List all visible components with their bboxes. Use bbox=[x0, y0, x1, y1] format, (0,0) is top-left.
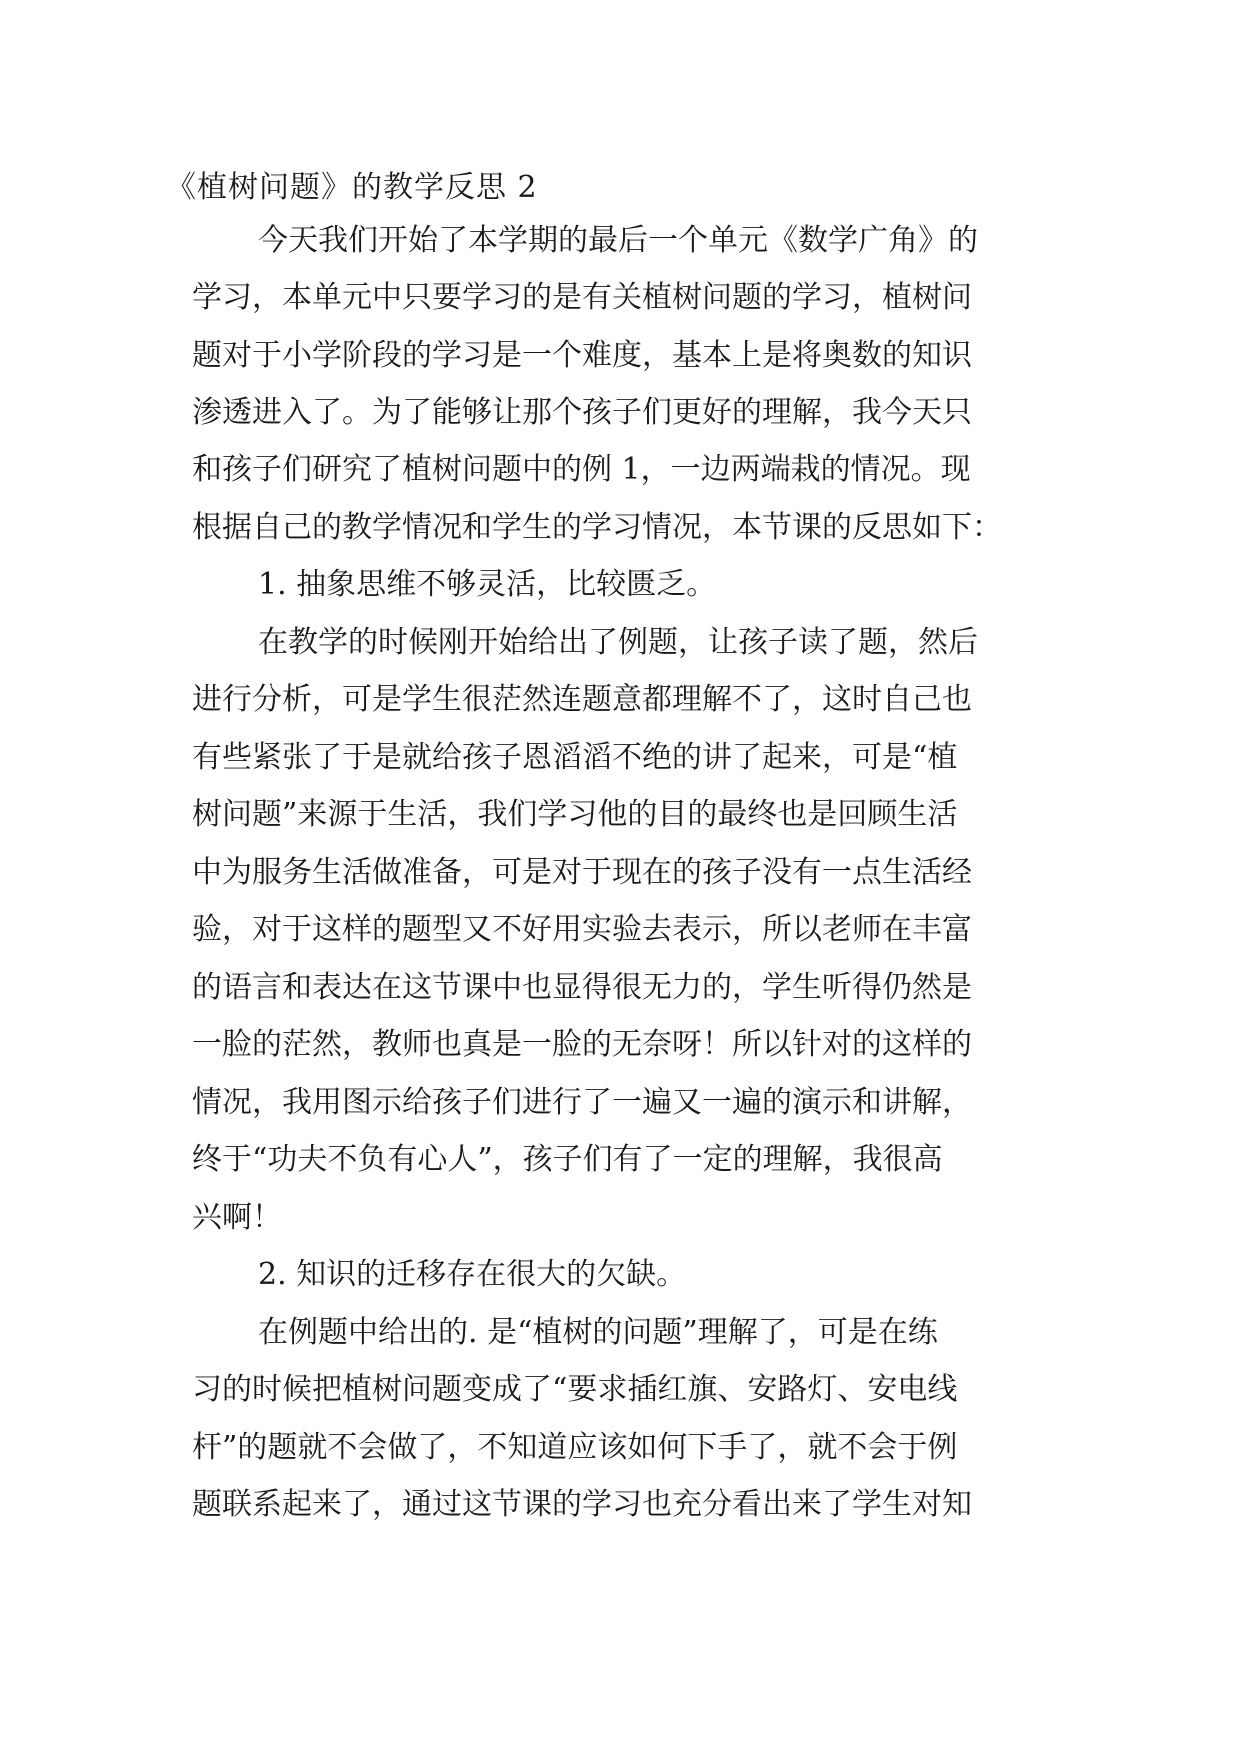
paragraph-line: 习的时候把植树问题变成了“要求插红旗、安路灯、安电线 bbox=[192, 1372, 958, 1407]
paragraph-line: 兴啊！ bbox=[192, 1200, 282, 1235]
paragraph-line: 学习，本单元中只要学习的是有关植树问题的学习，植树问 bbox=[192, 280, 972, 315]
paragraph-line: 情况，我用图示给孩子们进行了一遍又一遍的演示和讲解， bbox=[192, 1085, 972, 1120]
section-heading: 1. 抽象思维不够灵活，比较匮乏。 bbox=[258, 567, 717, 602]
paragraph-line: 渗透进入了。为了能够让那个孩子们更好的理解，我今天只 bbox=[192, 395, 972, 430]
paragraph-line: 和孩子们研究了植树问题中的例 1，一边两端栽的情况。现 bbox=[192, 452, 971, 487]
paragraph-line: 杆”的题就不会做了，不知道应该如何下手了，就不会于例 bbox=[192, 1430, 958, 1465]
document-title: 《植树问题》的教学反思 2 bbox=[166, 170, 538, 205]
paragraph-line: 的语言和表达在这节课中也显得很无力的，学生听得仍然是 bbox=[192, 970, 972, 1005]
paragraph-line: 终于“功夫不负有心人”，孩子们有了一定的理解，我很高 bbox=[192, 1142, 943, 1177]
paragraph-line: 进行分析，可是学生很茫然连题意都理解不了，这时自己也 bbox=[192, 682, 972, 717]
paragraph-line: 根据自己的教学情况和学生的学习情况，本节课的反思如下： bbox=[192, 510, 1002, 545]
paragraph-line: 有些紧张了于是就给孩子恩滔滔不绝的讲了起来，可是“植 bbox=[192, 740, 958, 775]
paragraph-line: 验，对于这样的题型又不好用实验去表示，所以老师在丰富 bbox=[192, 912, 972, 947]
paragraph-line: 今天我们开始了本学期的最后一个单元《数学广角》的 bbox=[258, 223, 978, 258]
paragraph-line: 一脸的茫然，教师也真是一脸的无奈呀！所以针对的这样的 bbox=[192, 1027, 972, 1062]
paragraph-line: 在例题中给出的. 是“植树的问题”理解了，可是在练 bbox=[258, 1315, 938, 1350]
paragraph-line: 中为服务生活做准备，可是对于现在的孩子没有一点生活经 bbox=[192, 855, 972, 890]
paragraph-line: 在教学的时候刚开始给出了例题，让孩子读了题，然后 bbox=[258, 625, 978, 660]
paragraph-line: 题对于小学阶段的学习是一个难度，基本上是将奥数的知识 bbox=[192, 338, 972, 373]
paragraph-line: 树问题”来源于生活，我们学习他的目的最终也是回顾生活 bbox=[192, 797, 958, 832]
paragraph-line: 题联系起来了，通过这节课的学习也充分看出来了学生对知 bbox=[192, 1487, 972, 1522]
section-heading: 2. 知识的迁移存在很大的欠缺。 bbox=[258, 1257, 687, 1292]
